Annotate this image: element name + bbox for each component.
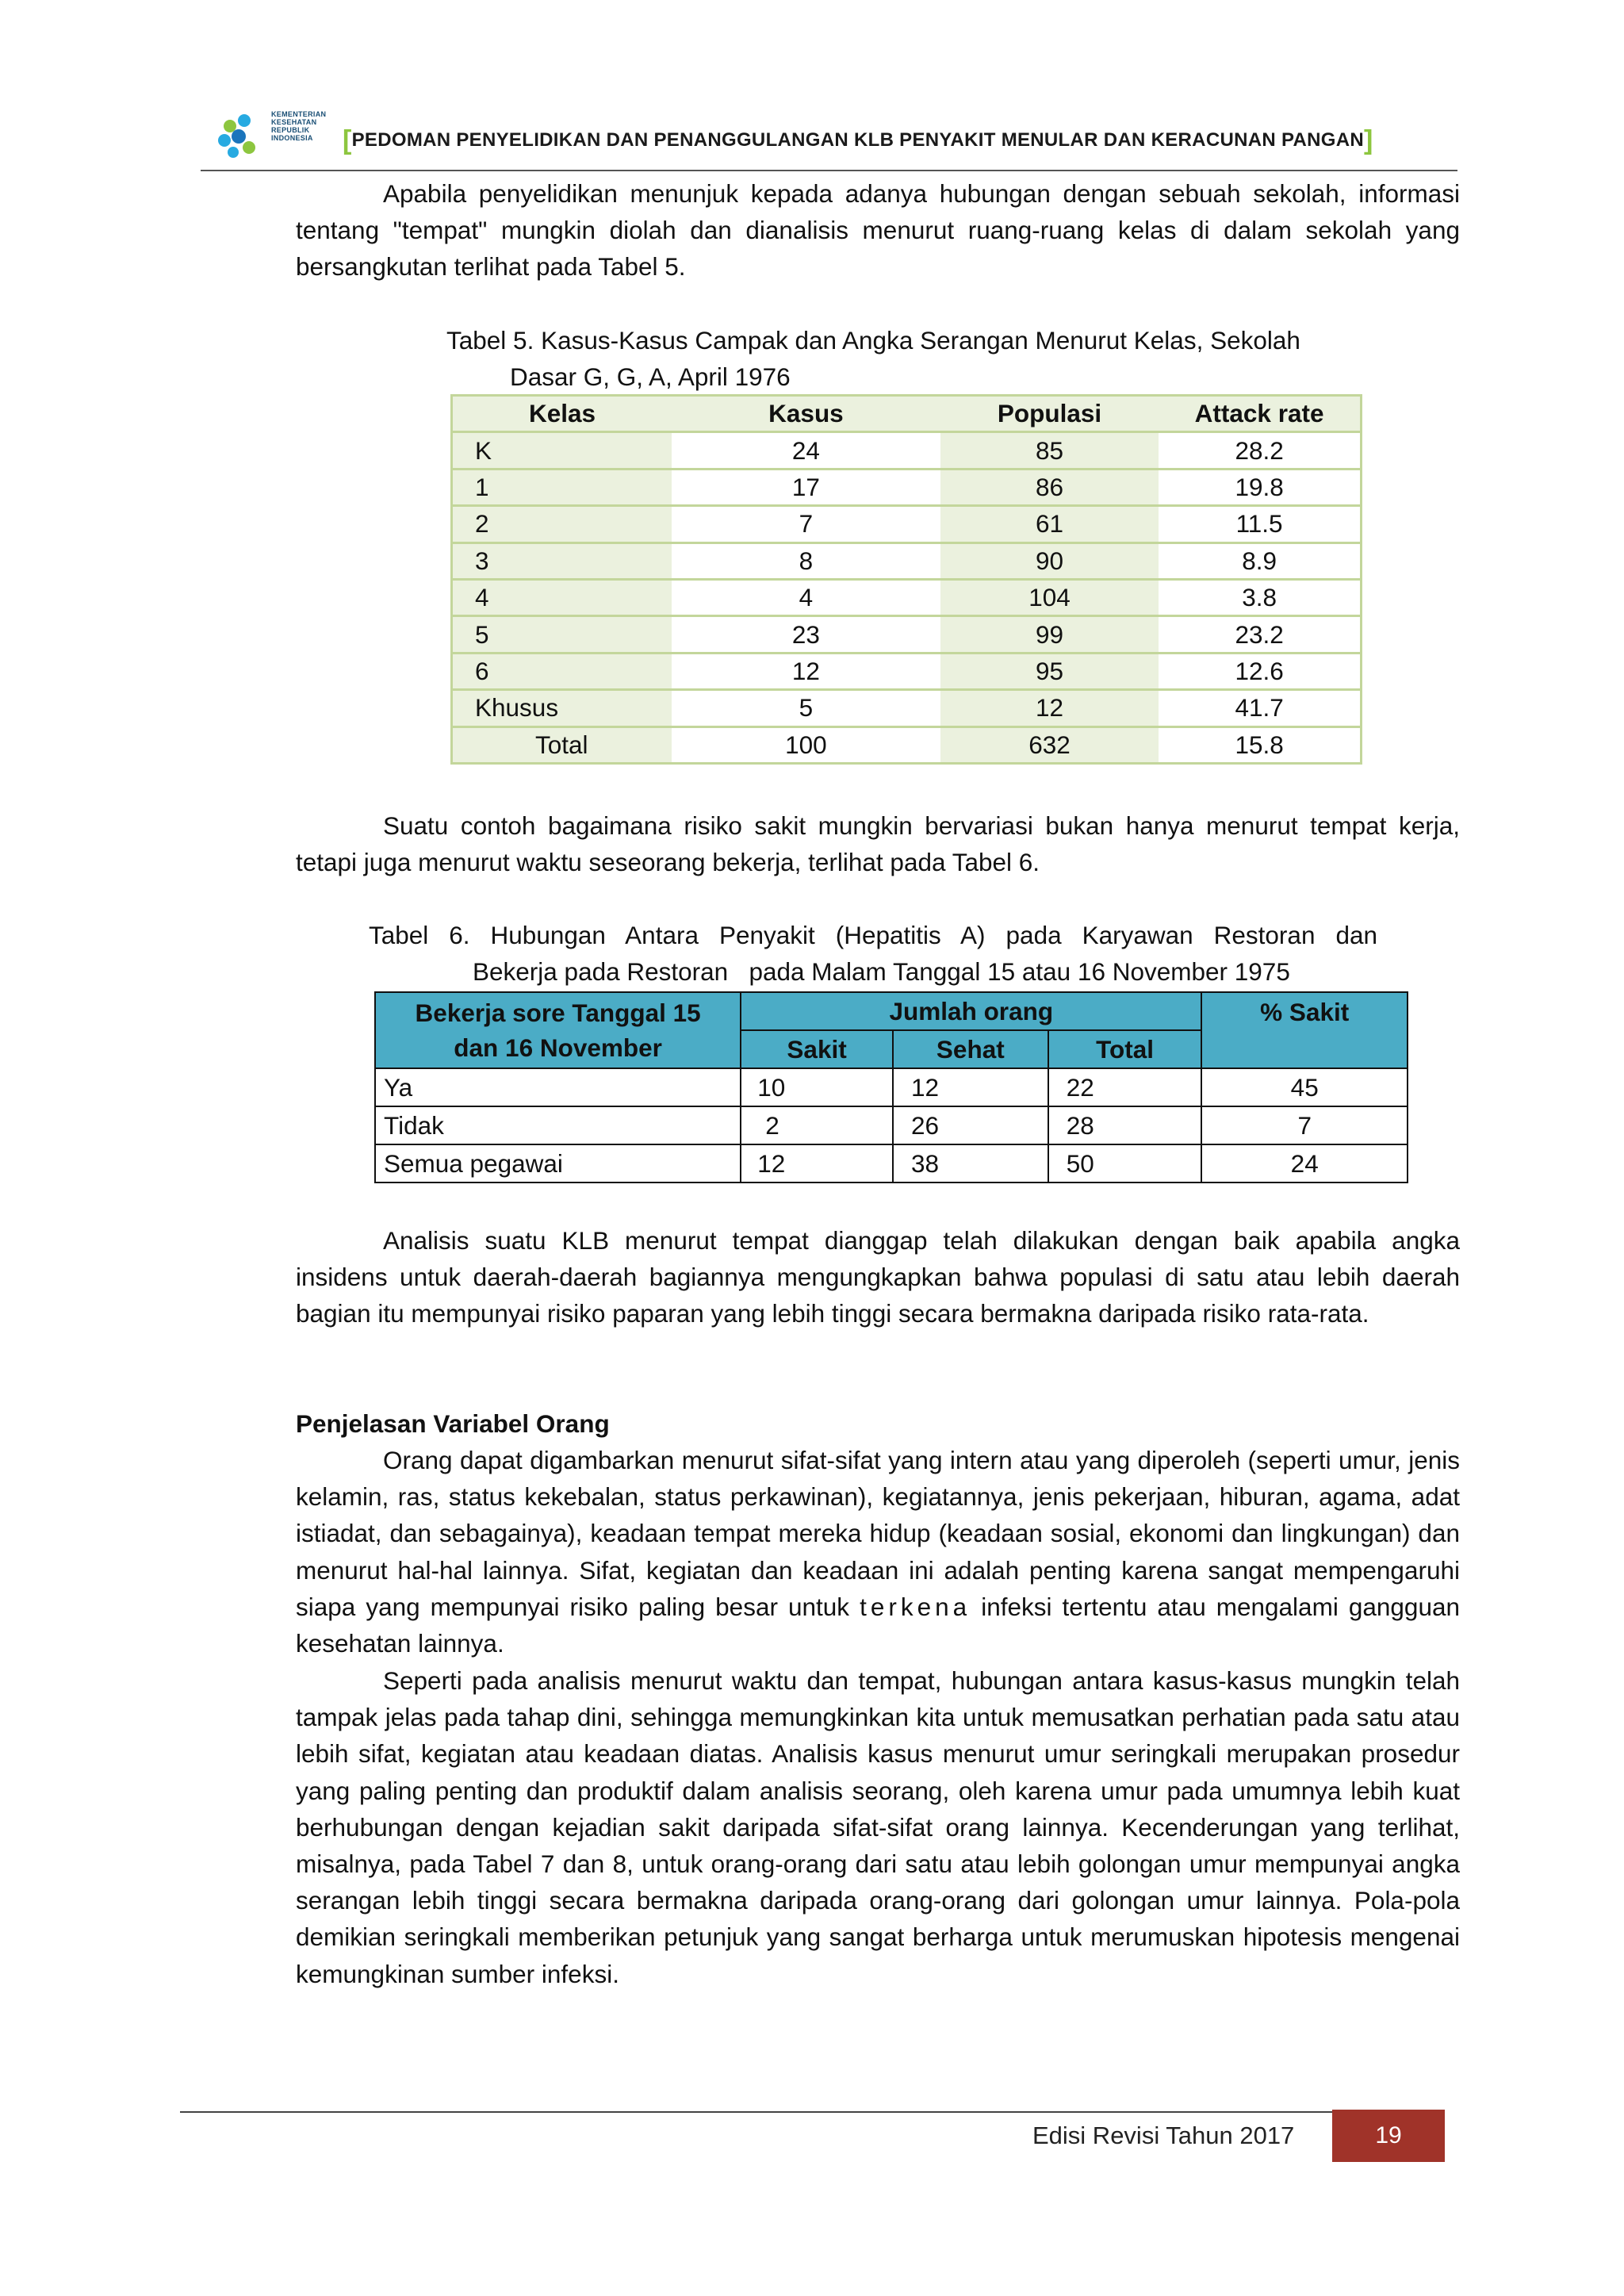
table-cell: 8.9 xyxy=(1159,542,1361,579)
table-cell: 4 xyxy=(452,579,672,615)
table-cell: 12 xyxy=(672,653,940,689)
table-cell: 99 xyxy=(940,616,1159,653)
table-cell: 104 xyxy=(940,579,1159,615)
table-cell: 23.2 xyxy=(1159,616,1361,653)
table-cell: 22 xyxy=(1048,1068,1202,1106)
table-cell: K xyxy=(452,432,672,469)
table-cell: 10 xyxy=(741,1068,893,1106)
table-cell: 632 xyxy=(940,726,1159,763)
table-cell: 6 xyxy=(452,653,672,689)
table-row xyxy=(452,579,1362,615)
table-row xyxy=(452,506,1362,542)
table-cell: 85 xyxy=(940,432,1159,469)
table-cell: 23 xyxy=(672,616,940,653)
table-cell: 15.8 xyxy=(1159,726,1361,763)
table5-measles-by-class xyxy=(450,394,1362,765)
table-cell: 61 xyxy=(940,506,1159,542)
table-cell: 12 xyxy=(893,1068,1048,1106)
table-cell: Semua pegawai xyxy=(375,1144,741,1182)
paragraph-4: Orang dapat digambarkan menurut sifat-sifat yang intern atau yang diperoleh (seperti umur, jenis kelamin, ras, status kekebalan, status perkawinan), kegiatannya, jenis pekerjaan, hiburan, agama, adat istiadat, dan sebagainya), keadaan tempat mereka hidup (keadaan sosial, ekonomi dan lingkungan) dan menurut hal-hal lainnya. Sifat, kegiatan dan keadaan ini adalah penting karena sangat mempengaruhi siapa yang mempunyai risiko paling besar untuk terkena infeksi tertentu atau mengalami gangguan kesehatan lainnya. xyxy=(296,1446,1460,1658)
table-cell: Tidak xyxy=(375,1106,741,1144)
table6-header-row-1 xyxy=(375,992,1408,1030)
table5-total-row xyxy=(452,726,1362,763)
table-cell: 41.7 xyxy=(1159,690,1361,726)
paragraph-1: Apabila penyelidikan menunjuk kepada adanya hubungan dengan sebuah sekolah, informasi tentang "tempat" mungkin diolah dan dianalisis menurut ruang-ruang kelas di dalam sekolah yang bersangkutan terlihat pada Tabel 5. xyxy=(296,179,1460,282)
table-cell: 11.5 xyxy=(1159,506,1361,542)
table-row xyxy=(452,653,1362,689)
table6-subheader-total: Total xyxy=(1048,1030,1202,1068)
table-cell: 17 xyxy=(672,469,940,505)
page-number: 19 xyxy=(1332,2110,1445,2162)
table-cell: 24 xyxy=(672,432,940,469)
table-cell: 1 xyxy=(452,469,672,505)
header-divider xyxy=(201,170,1457,171)
table6-header-pct-sakit: % Sakit xyxy=(1201,992,1408,1068)
table-cell: Khusus xyxy=(452,690,672,726)
table-cell: 38 xyxy=(893,1144,1048,1182)
table-cell: 12 xyxy=(940,690,1159,726)
table-cell: 2 xyxy=(741,1106,893,1144)
paragraph-2: Suatu contoh bagaimana risiko sakit mungkin bervariasi bukan hanya menurut tempat kerja, tetapi juga menurut waktu seseorang bekerja, terlihat pada Tabel 6. xyxy=(296,811,1460,877)
table-cell: 86 xyxy=(940,469,1159,505)
table5-header-populasi: Populasi xyxy=(940,396,1159,432)
table5-caption-line1: Tabel 5. Kasus-Kasus Campak dan Angka Serangan Menurut Kelas, Sekolah xyxy=(446,326,1300,355)
table-row xyxy=(452,616,1362,653)
table5-header-attack-rate: Attack rate xyxy=(1159,396,1361,432)
table-cell: 26 xyxy=(893,1106,1048,1144)
table-row xyxy=(375,1106,1408,1144)
logo-text: KEMENTERIAN KESEHATAN REPUBLIK INDONESIA xyxy=(271,110,327,142)
table-cell: 28.2 xyxy=(1159,432,1361,469)
table-cell: 28 xyxy=(1048,1106,1202,1144)
table-cell: 5 xyxy=(452,616,672,653)
table5-header-kelas: Kelas xyxy=(452,396,672,432)
table-cell: 7 xyxy=(672,506,940,542)
table-cell: 50 xyxy=(1048,1144,1202,1182)
footer-edition: Edisi Revisi Tahun 2017 xyxy=(1032,2122,1295,2149)
table6-caption-line2: Bekerja pada Restoran pada Malam Tanggal 15 atau 16 November 1975 xyxy=(473,957,1290,986)
table-cell: 95 xyxy=(940,653,1159,689)
table-cell: 24 xyxy=(1201,1144,1408,1182)
table-row xyxy=(452,469,1362,505)
table-cell: 3 xyxy=(452,542,672,579)
table-cell: 12.6 xyxy=(1159,653,1361,689)
table-cell: 45 xyxy=(1201,1068,1408,1106)
table-row xyxy=(375,1144,1408,1182)
footer-divider xyxy=(180,2111,1332,2113)
table-cell: 100 xyxy=(672,726,940,763)
section-heading: Penjelasan Variabel Orang xyxy=(296,1409,610,1438)
table5-header-row xyxy=(452,396,1362,432)
table-cell: 3.8 xyxy=(1159,579,1361,615)
table6-subheader-sehat: Sehat xyxy=(893,1030,1048,1068)
table-row xyxy=(452,542,1362,579)
table-cell: Total xyxy=(452,726,672,763)
table5-caption-line2: Dasar G, G, A, April 1976 xyxy=(510,362,791,391)
table-row xyxy=(452,690,1362,726)
table-cell: 7 xyxy=(1201,1106,1408,1144)
table6-subheader-sakit: Sakit xyxy=(741,1030,893,1068)
table-cell: 12 xyxy=(741,1144,893,1182)
table-cell: 2 xyxy=(452,506,672,542)
table-cell: 5 xyxy=(672,690,940,726)
table5-header-kasus: Kasus xyxy=(672,396,940,432)
table6-header-jumlah-orang: Jumlah orang xyxy=(741,992,1201,1030)
table-row xyxy=(452,432,1362,469)
paragraph-5: Seperti pada analisis menurut waktu dan tempat, hubungan antara kasus-kasus mungkin telah tampak jelas pada tahap dini, sehingga memungkinkan kita untuk memusatkan perhatian pada satu atau lebih sifat, kegiatan atau keadaan diatas. Analisis kasus menurut umur seringkali merupakan prosedur yang paling penting dan produktif dalam analisis seorang, oleh karena umur pada umumnya lebih kuat berhubungan dengan kejadian sakit daripada sifat-sifat orang lainnya. Kecenderungan yang terlihat, misalnya, pada Tabel 7 dan 8, untuk orang-orang dari satu atau lebih golongan umur mempunyai angka serangan lebih tinggi secara bermakna daripada orang-orang dari golongan umur lainnya. Pola-pola demikian seringkali memberikan petunjuk yang sangat berharga untuk merumuskan hipotesis mengenai kemungkinan sumber infeksi. xyxy=(296,1666,1460,1988)
table6-header-work-evening: Bekerja sore Tanggal 15 dan 16 November xyxy=(375,992,741,1068)
paragraph-3: Analisis suatu KLB menurut tempat dianggap telah dilakukan dengan baik apabila angka insidens untuk daerah-daerah bagiannya mengungkapkan bahwa populasi di satu atau lebih daerah bagian itu mempunyai risiko paparan yang lebih tinggi secara bermakna daripada risiko rata-rata. xyxy=(296,1226,1460,1328)
header-title: [PEDOMAN PENYELIDIKAN DAN PENANGGULANGAN KLB PENYAKIT MENULAR DAN KERACUNAN PANGAN] xyxy=(343,125,1373,155)
table6-caption-line1: Tabel 6. Hubungan Antara Penyakit (Hepatitis A) pada Karyawan Restoran dan xyxy=(369,921,1377,949)
table-cell: Ya xyxy=(375,1068,741,1106)
table-cell: 4 xyxy=(672,579,940,615)
table-cell: 8 xyxy=(672,542,940,579)
spaced-word: terkena xyxy=(860,1592,971,1621)
table-row xyxy=(375,1068,1408,1106)
table-cell: 19.8 xyxy=(1159,469,1361,505)
table-cell: 90 xyxy=(940,542,1159,579)
table6-hepatitis-a xyxy=(374,991,1408,1183)
